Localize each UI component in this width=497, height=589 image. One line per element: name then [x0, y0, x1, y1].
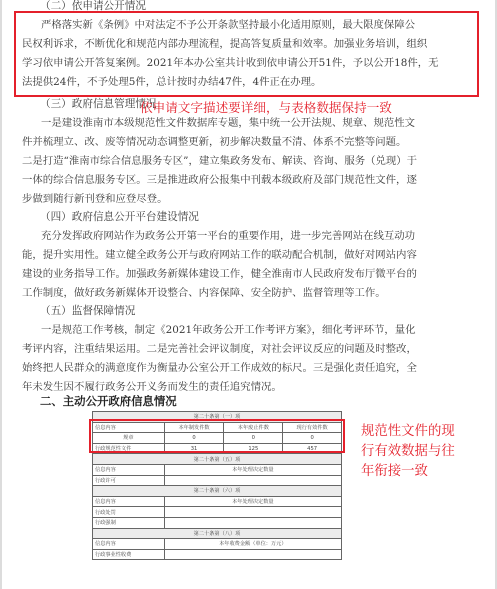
table-section-title: 第二十条第（八）项: [93, 528, 342, 539]
paragraph-line: 充分发挥政府网站作为政务公开第一平台的重要作用，进一步完善网站在线互动功: [41, 230, 416, 242]
section-heading-supervision: （五）监督保障情况: [40, 305, 136, 317]
section-heading-info-management: （三）政府信息管理情况: [40, 98, 157, 110]
annotation-normative-docs-line3: 年衔接一致: [361, 464, 428, 479]
table-cell: 31: [164, 443, 224, 454]
table-cell: 信息内容: [93, 464, 165, 475]
table-cell: 本年废止件数: [224, 422, 283, 433]
table-cell: 信息内容: [93, 539, 165, 550]
table-cell: 行政处罚: [93, 507, 165, 518]
table-row: [93, 475, 342, 486]
table-row: [93, 539, 342, 550]
table-section-title: 第二十条第（六）项: [93, 486, 342, 497]
paragraph-line: 法提供24件，不予处理5件，总计按时办结47件，4件正在办理。: [22, 76, 322, 88]
section-title-proactive-disclosure: 二、主动公开政府信息情况: [40, 394, 177, 408]
table-cell: [164, 475, 341, 486]
paragraph-line: 一是建设淮南市本级规范性文件数据库专题，集中统一公开法规、规章、规范性文: [41, 117, 416, 129]
paragraph-line: 学习依申请公开答复案例。2021年本办公室共计收到依申请公开51件，予以公开18件，无: [22, 57, 439, 69]
table-cell: [164, 517, 341, 528]
paragraph-line: 能，提升实用性。建立健全政务公开与政府网站工作的联动配合机制，做好对网站内容: [22, 249, 417, 261]
table-cell: 0: [164, 433, 224, 444]
table-cell: 信息内容: [93, 496, 165, 507]
paragraph-line: 始终把人民群众的满意度作为衡量办公室公开工作成效的标尺。三是强化责任追究，全: [22, 362, 417, 374]
paragraph-line: 二是打造“淮南市综合信息服务专区”，建立集政务发布、解读、咨询、服务（兑现）于: [22, 155, 418, 167]
table-cell: [164, 507, 341, 518]
annotation-apply-detail: 依申请文字描述要详细，与表格数据保持一致: [140, 100, 392, 115]
annotation-normative-docs-line2: 行有效数据与往: [361, 444, 455, 459]
table-cell: 规章: [93, 433, 165, 444]
section-heading-platform: （四）政府信息公开平台建设情况: [40, 211, 199, 223]
table-cell: 行政许可: [93, 475, 165, 486]
table-cell: 现行有效件数: [283, 422, 342, 433]
table-cell: 本年制发件数: [164, 422, 224, 433]
paragraph-line: 民权利诉求，不断优化和规范内部办理流程，提高答复质量和效率。加强业务培训，组织: [22, 38, 428, 50]
table-cell: 0: [224, 433, 283, 444]
paragraph-line: 一体的综合信息服务专区。三是推进政府公报集中刊载本级政府及部门规范性文件，逐: [22, 174, 417, 186]
table-section-title: 第二十条第（一）项: [93, 412, 342, 423]
table-cell: 125: [224, 443, 283, 454]
table-row: [93, 517, 342, 528]
table-cell: 457: [283, 443, 342, 454]
table-cell: 行政事业性收费: [93, 549, 165, 560]
table-cell: [164, 549, 341, 560]
table-section-row: [93, 528, 342, 539]
paragraph-line: 年未发生因不履行政务公开义务而发生的责任追究情况。: [22, 381, 282, 393]
paragraph-line: 考评内容，注重结果运用。二是完善社会评议制度，对社会评议反应的问题及时整改，: [22, 343, 417, 355]
table-row: [93, 464, 342, 475]
table-cell: 本年处理决定数量: [164, 496, 341, 507]
highlight-box-apply-paragraph: [14, 11, 479, 97]
table-row: [93, 549, 342, 560]
table-cell: 行政规范性文件: [93, 443, 165, 454]
table-cell: 本年收费金额（单位：万元）: [164, 539, 341, 550]
section-heading-apply-disclosure: （二）依申请公开情况: [40, 0, 146, 12]
table-cell: 信息内容: [93, 422, 165, 433]
table-section-title: 第二十条第（五）项: [93, 454, 342, 465]
table-cell: 行政强制: [93, 517, 165, 528]
paragraph-line: 严格落实新《条例》中对法定不予公开条款坚持最小化适用原则，最大限度保障公: [41, 19, 416, 31]
table-section-row: [93, 454, 342, 465]
page-edge-left: [0, 0, 2, 589]
annotation-normative-docs-line1: 规范性文件的现: [361, 424, 455, 439]
paragraph-line: 一是规范工作考核，制定《2021年政务公开工作考评方案》，细化考评环节，量化: [41, 324, 416, 336]
table-cell: 本年处理决定数量: [164, 464, 341, 475]
table-row: [93, 496, 342, 507]
table-row: [93, 507, 342, 518]
paragraph-line: 步做到随行新刊登和应登尽登。: [22, 193, 168, 205]
highlight-box-table-rows: [89, 419, 345, 453]
paragraph-line: 工作制度，做好政务新媒体开设整合、内容保障、安全防护、监督管理等工作。: [22, 287, 386, 299]
paragraph-line: 件并梳理立、改、废等情况动态调整更新，初步解决数量不清、体系不完整等问题。: [22, 136, 407, 148]
table-section-row: [93, 486, 342, 497]
paragraph-line: 建设的业务指导工作。加强政务新媒体建设工作，健全淮南市人民政府发布厅微平台的: [22, 268, 417, 280]
table-cell: 0: [283, 433, 342, 444]
